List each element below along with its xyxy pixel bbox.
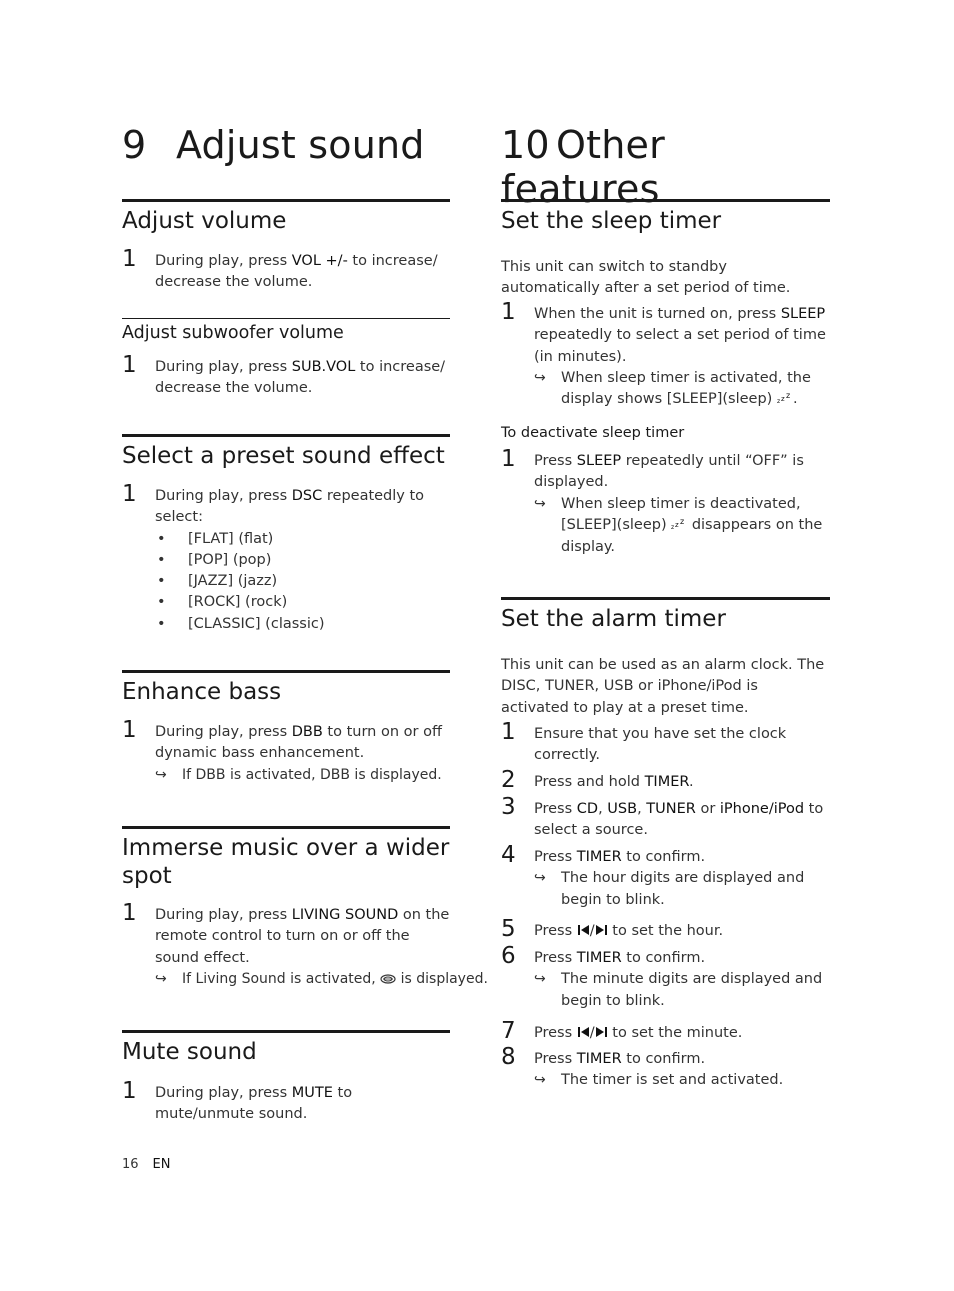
step-result: ↪ When sleep timer is deactivated, [SLEEP](sleep) z z z disappears on the display. xyxy=(534,495,823,556)
result-arrow-icon: ↪ xyxy=(534,971,546,988)
step-number: 5 xyxy=(501,916,516,942)
sleep-zz-icon xyxy=(671,516,687,537)
step-number: 1 xyxy=(122,481,137,507)
key-label: SLEEP xyxy=(576,453,622,469)
step-text: Press and hold TIMER. xyxy=(534,774,694,790)
key-label: iPhone/iPod xyxy=(719,801,805,817)
result-arrow-icon: ↪ xyxy=(155,970,167,987)
step-text: Press / to set the hour. xyxy=(534,921,830,943)
key-label: DBB xyxy=(291,724,323,740)
section-heading-preset: Select a preset sound effect xyxy=(122,443,445,469)
key-label: SUB.VOL xyxy=(291,359,356,375)
result-arrow-icon: ↪ xyxy=(534,870,546,887)
right-column xyxy=(501,0,830,1291)
result-arrow-icon: ↪ xyxy=(534,1072,546,1089)
step-number: 1 xyxy=(122,246,137,272)
step-immerse xyxy=(122,900,488,991)
step-sleep-set xyxy=(501,299,830,411)
step-text: Press CD, USB, TUNER or iPhone/iPod to select a source. xyxy=(534,801,824,839)
step-number: 1 xyxy=(122,717,137,743)
prev-icon xyxy=(577,1024,590,1045)
list-item: • [JAZZ] (jazz) xyxy=(157,573,278,590)
language-label: EN xyxy=(152,1157,171,1172)
svg-text:z: z xyxy=(776,398,781,405)
key-label: CD xyxy=(576,801,599,817)
key-label: TIMER xyxy=(576,1051,622,1067)
prevnext-separator: / xyxy=(589,1025,595,1041)
step-text: When the unit is turned on, press SLEEP repeatedly to select a set period of time (in minutes). xyxy=(534,306,826,365)
key-label: DSC xyxy=(291,488,323,504)
section-rule xyxy=(122,826,450,829)
list-item: • [ROCK] (rock) xyxy=(157,594,288,611)
step-result: ↪ The minute digits are displayed and begin to blink. xyxy=(534,971,823,1009)
step-alarm-5 xyxy=(501,916,830,943)
section-heading-immerse: Immerse music over a wider spot xyxy=(122,835,450,889)
step-text: Press TIMER to confirm. xyxy=(534,849,706,865)
step-number: 8 xyxy=(501,1044,516,1070)
result-arrow-icon: ↪ xyxy=(534,495,546,512)
step-bass xyxy=(122,717,450,786)
section-rule xyxy=(122,1030,450,1033)
step-number: 1 xyxy=(122,900,137,926)
step-text: During play, press VOL +/- to increase/ decrease the volume. xyxy=(155,253,438,291)
key-label: VOL +/- xyxy=(291,253,348,269)
section-rule xyxy=(122,199,450,202)
step-alarm-3 xyxy=(501,794,830,842)
svg-text:z: z xyxy=(785,392,791,401)
section-rule xyxy=(501,597,830,600)
step-result: ↪ When sleep timer is activated, the display shows [SLEEP](sleep) z z z . xyxy=(534,368,830,412)
step-preset xyxy=(122,481,450,635)
sleep-intro: This unit can switch to standby automatically after a set period of time. xyxy=(501,259,791,297)
section-rule xyxy=(501,199,830,202)
sleep-zz-icon xyxy=(777,390,793,411)
step-alarm-7 xyxy=(501,1018,830,1045)
section-heading-alarm-timer: Set the alarm timer xyxy=(501,606,726,632)
chapter-number: 9 xyxy=(122,123,147,167)
key-label: TIMER xyxy=(576,950,622,966)
section-heading-bass: Enhance bass xyxy=(122,679,282,705)
step-alarm-8 xyxy=(501,1044,830,1092)
section-heading-mute: Mute sound xyxy=(122,1039,257,1065)
chapter-title: Other features xyxy=(501,123,665,211)
result-arrow-icon: ↪ xyxy=(155,766,167,783)
key-label: TIMER xyxy=(576,849,622,865)
key-label: USB xyxy=(607,801,638,817)
step-alarm-1 xyxy=(501,719,830,767)
step-text: During play, press SUB.VOL to increase/ decrease the volume. xyxy=(155,359,446,397)
step-text: During play, press LIVING SOUND on the remote control to turn on or off the sound effect. xyxy=(155,907,450,966)
page-footer xyxy=(122,1157,171,1172)
step-alarm-2 xyxy=(501,767,830,793)
step-number: 1 xyxy=(122,1078,137,1104)
step-number: 1 xyxy=(501,446,516,472)
svg-text:z: z xyxy=(680,517,685,526)
chapter-number: 10 xyxy=(501,123,550,167)
step-alarm-4 xyxy=(501,842,830,911)
step-text: Press SLEEP repeatedly until “OFF” is displayed. xyxy=(534,453,804,491)
step-number: 1 xyxy=(501,299,516,325)
subsection-rule xyxy=(122,318,450,319)
living-sound-icon xyxy=(380,970,396,991)
step-number: 6 xyxy=(501,943,516,969)
svg-text:z: z xyxy=(675,520,679,529)
next-icon xyxy=(595,1024,608,1045)
step-number: 4 xyxy=(501,842,516,868)
step-sleep-deactivate xyxy=(501,446,830,558)
step-number: 2 xyxy=(501,767,516,793)
key-label: MUTE xyxy=(291,1085,333,1101)
step-text: During play, press MUTE to mute/unmute sound. xyxy=(155,1085,353,1123)
preset-options-list xyxy=(155,529,450,635)
step-text: Press / to set the minute. xyxy=(534,1023,830,1045)
next-icon xyxy=(595,922,608,943)
svg-text:z: z xyxy=(671,523,675,530)
svg-text:z: z xyxy=(780,395,785,404)
step-alarm-6 xyxy=(501,943,830,1012)
step-text: Ensure that you have set the clock correctly. xyxy=(534,726,787,764)
step-result: ↪ If Living Sound is activated, is displayed. xyxy=(155,969,450,991)
step-text: During play, press DSC repeatedly to select: xyxy=(155,488,425,526)
step-number: 7 xyxy=(501,1018,516,1044)
step-subwoofer xyxy=(122,352,450,400)
section-heading-sleep-timer: Set the sleep timer xyxy=(501,208,722,234)
step-number: 1 xyxy=(501,719,516,745)
key-label: SLEEP xyxy=(780,306,826,322)
step-text: During play, press DBB to turn on or off dynamic bass enhancement. xyxy=(155,724,442,762)
list-item: • [FLAT] (flat) xyxy=(157,530,274,547)
step-text: Press TIMER to confirm. xyxy=(534,1051,706,1067)
list-item: • [POP] (pop) xyxy=(157,551,272,568)
step-mute xyxy=(122,1078,450,1126)
step-result: ↪ If DBB is activated, DBB is displayed. xyxy=(155,765,450,786)
prev-icon xyxy=(577,922,590,943)
section-heading-adjust-volume: Adjust volume xyxy=(122,208,287,234)
result-arrow-icon: ↪ xyxy=(534,369,546,386)
key-label: TUNER xyxy=(646,801,696,817)
prevnext-separator: / xyxy=(589,923,595,939)
step-number: 1 xyxy=(122,352,137,378)
step-result: ↪ The hour digits are displayed and begin to blink. xyxy=(534,870,805,908)
chapter-title: Adjust sound xyxy=(176,123,425,167)
alarm-intro: This unit can be used as an alarm clock. The DISC, TUNER, USB or iPhone/iPod is activated to play at a preset time. xyxy=(501,657,825,716)
step-text: Press TIMER to confirm. xyxy=(534,950,706,966)
subsection-heading-deactivate-sleep: To deactivate sleep timer xyxy=(501,425,685,441)
page-number: 16 xyxy=(122,1157,139,1172)
section-rule xyxy=(122,434,450,437)
chapter-10-title xyxy=(501,123,830,211)
step-result: ↪ The timer is set and activated. xyxy=(534,1070,830,1091)
list-item: • [CLASSIC] (classic) xyxy=(157,615,325,632)
left-column xyxy=(122,0,488,1291)
chapter-9-title xyxy=(122,123,425,167)
step-number: 3 xyxy=(501,794,516,820)
subsection-heading-subwoofer: Adjust subwoofer volume xyxy=(122,323,344,343)
key-label: TIMER xyxy=(644,774,689,790)
section-rule xyxy=(122,670,450,673)
step-adjust-volume xyxy=(122,246,450,294)
key-label: LIVING SOUND xyxy=(291,907,399,923)
